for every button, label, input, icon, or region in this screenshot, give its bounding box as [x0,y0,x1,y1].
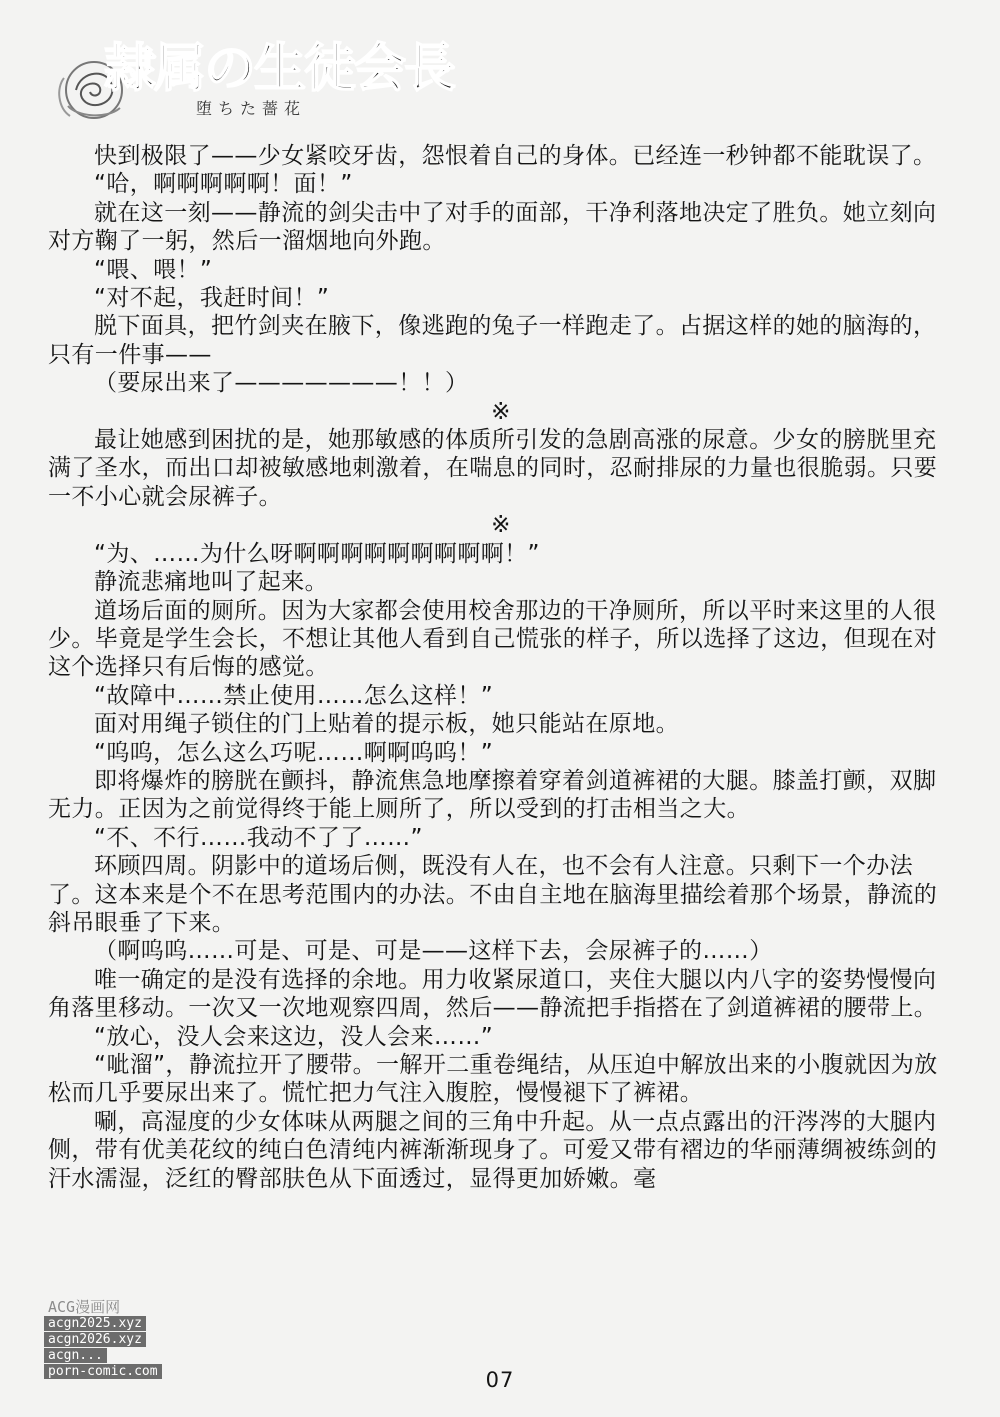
paragraph: 静流悲痛地叫了起来。 [94,569,328,596]
paragraph: “喂、喂！” [94,256,213,283]
paragraph: 道场后面的厕所。因为大家都会使用校舍那边的干净厕所，所以平时来这里的人很少。毕竟是学生会长，不想让其他人看到自己慌张的样子，所以选择了这边，但现在对这个选择只有后悔的感觉。 [48,597,938,681]
paragraph: 环顾四周。阴影中的道场后侧，既没有人在，也不会有人注意。只剩下一个办法了。这本来是个不在思考范围内的办法。不由自主地在脑海里描绘着那个场景，静流的斜吊眼垂了下来。 [48,853,938,936]
paragraph: “哈，啊啊啊啊啊！面！” [94,171,353,198]
watermark-line: acgn2025.xyz [44,1316,146,1331]
paragraph: （啊呜呜……可是、可是、可是——这样下去，会尿裤子的……） [94,938,773,965]
paragraph: （要尿出来了———————！！） [94,370,469,397]
paragraph: 脱下面具，把竹剑夹在腋下，像逃跑的兔子一样跑走了。占据这样的她的脑海的，只有一件事—— [48,313,937,368]
paragraph: 唯一确定的是没有选择的余地。用力收紧尿道口，夹住大腿以内八字的姿势慢慢向角落里移动。一次又一次地观察四周，然后——静流把手指搭在了剑道裤裙的腰带上。 [48,966,938,1022]
paragraph: 即将爆炸的膀胱在颤抖，静流焦急地摩擦着穿着剑道裤裙的大腿。膝盖打颤，双脚无力。正因为之前觉得终于能上厕所了，所以受到的打击相当之大。 [48,767,937,823]
paragraph: 面对用绳子锁住的门上贴着的提示板，她只能站在原地。 [94,711,679,738]
paragraph: “呲溜”，静流拉开了腰带。一解开二重卷绳结，从压迫中解放出来的小腹就因为放松而几乎要尿出来了。慌忙把力气注入腹腔，慢慢褪下了裤裙。 [48,1052,938,1107]
paragraph: “呜呜，怎么这么巧呢……啊啊呜呜！” [94,739,494,766]
watermark-line: acgn2026.xyz [44,1332,146,1347]
paragraph: “不、不行……我动不了了……” [94,824,423,851]
section-separator: ※ [491,398,511,425]
watermark-line: ACG漫画网 [48,1298,121,1316]
watermark-line: acgn... [44,1348,107,1363]
page-number: 07 [485,1368,515,1392]
paragraph: 最让她感到困扰的是，她那敏感的体质所引发的急剧高涨的尿意。少女的膀胱里充满了圣水，而出口却被敏感地刺激着，在喘息的同时，忍耐排尿的力量也很脆弱。只要一不小心就会尿裤子。 [48,427,938,510]
paragraph: “放心，没人会来这边，没人会来……” [94,1023,494,1050]
paragraph: 快到极限了——少女紧咬牙齿，怨恨着自己的身体。已经连一秒钟都不能耽误了。 [94,143,937,169]
logo-title-mark [104,38,455,118]
logo-graphic [46,28,455,128]
body-text [48,142,954,1193]
title-logo [46,28,455,128]
paragraph: 就在这一刻——静流的剑尖击中了对手的面部，干净利落地决定了胜负。她立刻向对方鞠了一躬，然后一溜烟地向外跑。 [48,199,937,255]
paragraph: “为、……为什么呀啊啊啊啊啊啊啊啊啊！” [94,540,540,567]
paragraph: 唰，高湿度的少女体味从两腿之间的三角中升起。从一点点露出的汗涔涔的大腿内侧，带有优美花纹的纯白色清纯内裤渐渐现身了。可爱又带有褶边的华丽薄绸被练剑的汗水濡湿，泛红的臀部肤色从下面透过，显得更加娇嫩。毫 [48,1108,938,1192]
paragraph: “对不起，我赶时间！” [94,285,330,312]
svg-text:隷属の生徒会長: 隷属の生徒会長 [104,38,455,99]
watermark-line: porn-comic.com [44,1364,162,1379]
svg-text:堕ちた薔花: 堕ちた薔花 [196,99,307,118]
paragraph: “故障中……禁止使用……怎么这样！” [94,682,494,709]
section-separator: ※ [491,512,511,539]
